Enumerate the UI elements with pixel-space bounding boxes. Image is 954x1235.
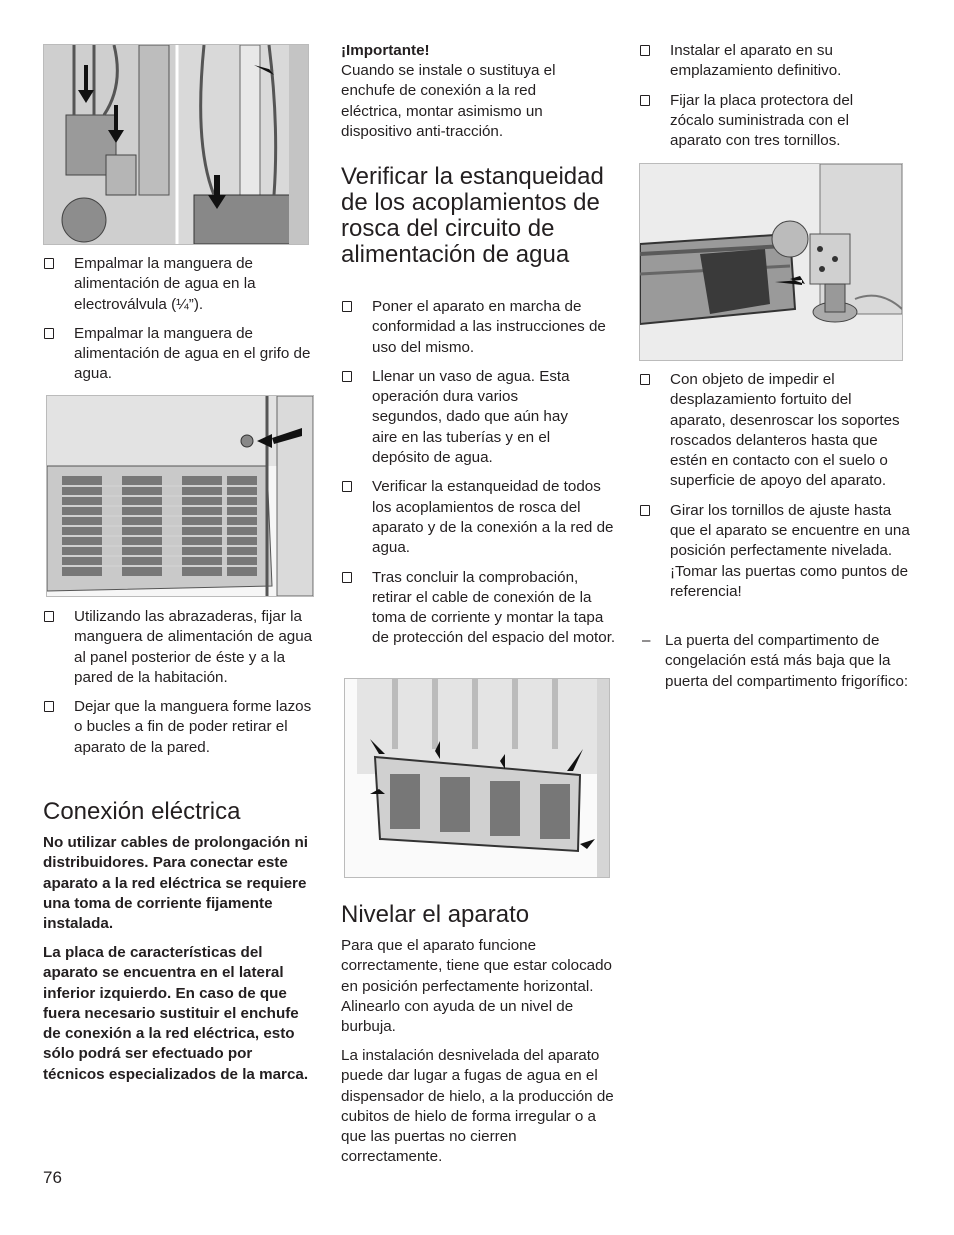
important-label: ¡Importante! (341, 42, 430, 59)
checkbox-icon (44, 258, 54, 269)
heading-verify-tightness: Verificar la estanqueidad de los acoplamientos de rosca del circuito de alimentación de agua (341, 163, 604, 268)
leveling-feet-illustration (640, 164, 902, 360)
checkbox-icon (640, 374, 650, 385)
level-paragraph-2: La instalación desnivelada del aparato puede dar lugar a fugas de agua en el dispensador de hielo, a la producción de cubitos de hielo de forma irregular o a que las puertas no cierren correctamente. (341, 1047, 614, 1166)
rear-panel-illustration (47, 396, 313, 596)
heading-electrical-connection: Conexión eléctrica (43, 798, 241, 825)
figure-leveling-feet (639, 163, 903, 361)
leveling-list (639, 370, 914, 611)
list-item: Poner el aparato en marcha de conformidad a las instrucciones de uso del mismo. (341, 297, 616, 358)
dash-bullet-icon: – (642, 632, 651, 649)
checkbox-icon (342, 572, 352, 583)
checkbox-icon (342, 371, 352, 382)
heading-level-appliance: Nivelar el aparato (341, 901, 530, 928)
checkbox-icon (342, 301, 352, 312)
list-item: Llenar un vaso de agua. Esta operación dura varios segundos, dado que aún hay aire en las tuberías y en el depósito de agua. (341, 367, 590, 468)
checkbox-icon (640, 95, 650, 106)
rating-plate-note: La placa de características del aparato se encuentra en el lateral inferior izquierdo. En caso de que fuera necesario sustituir el enchufe de conexión a la red eléctrica, esto sólo podrá ser efectuado por técnicos especializados de la marca. (43, 944, 309, 1083)
door-note-list (639, 631, 909, 692)
motor-cover-illustration (345, 679, 609, 877)
list-item: Empalmar la manguera de alimentación de agua en la electroválvula (¼”). (43, 254, 313, 315)
list-item: Fijar la placa protectora del zócalo suministrada con el aparato con tres tornillos. (639, 91, 899, 152)
list-item: Girar los tornillos de ajuste hasta que el aparato se encuentre en una posición perfectamente nivelada. ¡Tomar las puertas como puntos de referencia! (639, 501, 914, 602)
list-item: Con objeto de impedir el desplazamiento fortuito del aparato, desenroscar los soportes roscados delanteros hasta que estén en contacto con el suelo o superficie de apoyo del aparato. (639, 370, 900, 492)
electrical-warning: No utilizar cables de prolongación ni distribuidores. Para conectar este aparato a la red eléctrica se requiere una toma de corriente fijamente instalada. (43, 834, 308, 933)
important-text: Cuando se instale o sustituya el enchufe de conexión a la red eléctrica, montar asimismo un dispositivo anti-tracción. (341, 62, 556, 140)
list-item: Dejar que la manguera forme lazos o bucles a fin de poder retirar el aparato de la pared. (43, 697, 318, 758)
level-paragraph-1: Para que el aparato funcione correctamente, tiene que estar colocado en posición perfectamente horizontal. Alinearlo con ayuda de un nivel de burbuja. (341, 937, 613, 1036)
water-valve-illustration (44, 45, 308, 244)
checkbox-icon (640, 505, 650, 516)
list-item: – La puerta del compartimento de congelación está más baja que la puerta del compartimento frigorífico: (642, 632, 909, 690)
list-item: Tras concluir la comprobación, retirar el cable de conexión de la toma de corriente y montar la tapa de protección del espacio del motor. (341, 568, 616, 649)
install-list (639, 41, 899, 151)
checkbox-icon (640, 45, 650, 56)
checkbox-icon (44, 611, 54, 622)
list-item: Empalmar la manguera de alimentación de agua en el grifo de agua. (43, 324, 313, 385)
checkbox-icon (44, 328, 54, 339)
verify-list (341, 297, 616, 649)
hose-instructions-list (43, 607, 318, 758)
list-item: Verificar la estanqueidad de todos los acoplamientos de rosca del aparato y de la conexión a la red de agua. (341, 477, 616, 558)
valve-instructions-list (43, 254, 313, 385)
list-item: Utilizando las abrazaderas, fijar la manguera de alimentación de agua al panel posterior de éste y a la pared de la habitación. (43, 607, 318, 688)
figure-rear-panel (46, 395, 314, 597)
checkbox-icon (44, 701, 54, 712)
page-number: 76 (43, 1168, 62, 1187)
checkbox-icon (342, 481, 352, 492)
list-item: Instalar el aparato en su emplazamiento definitivo. (639, 41, 899, 82)
figure-water-valve (43, 44, 309, 245)
figure-motor-cover (344, 678, 610, 878)
